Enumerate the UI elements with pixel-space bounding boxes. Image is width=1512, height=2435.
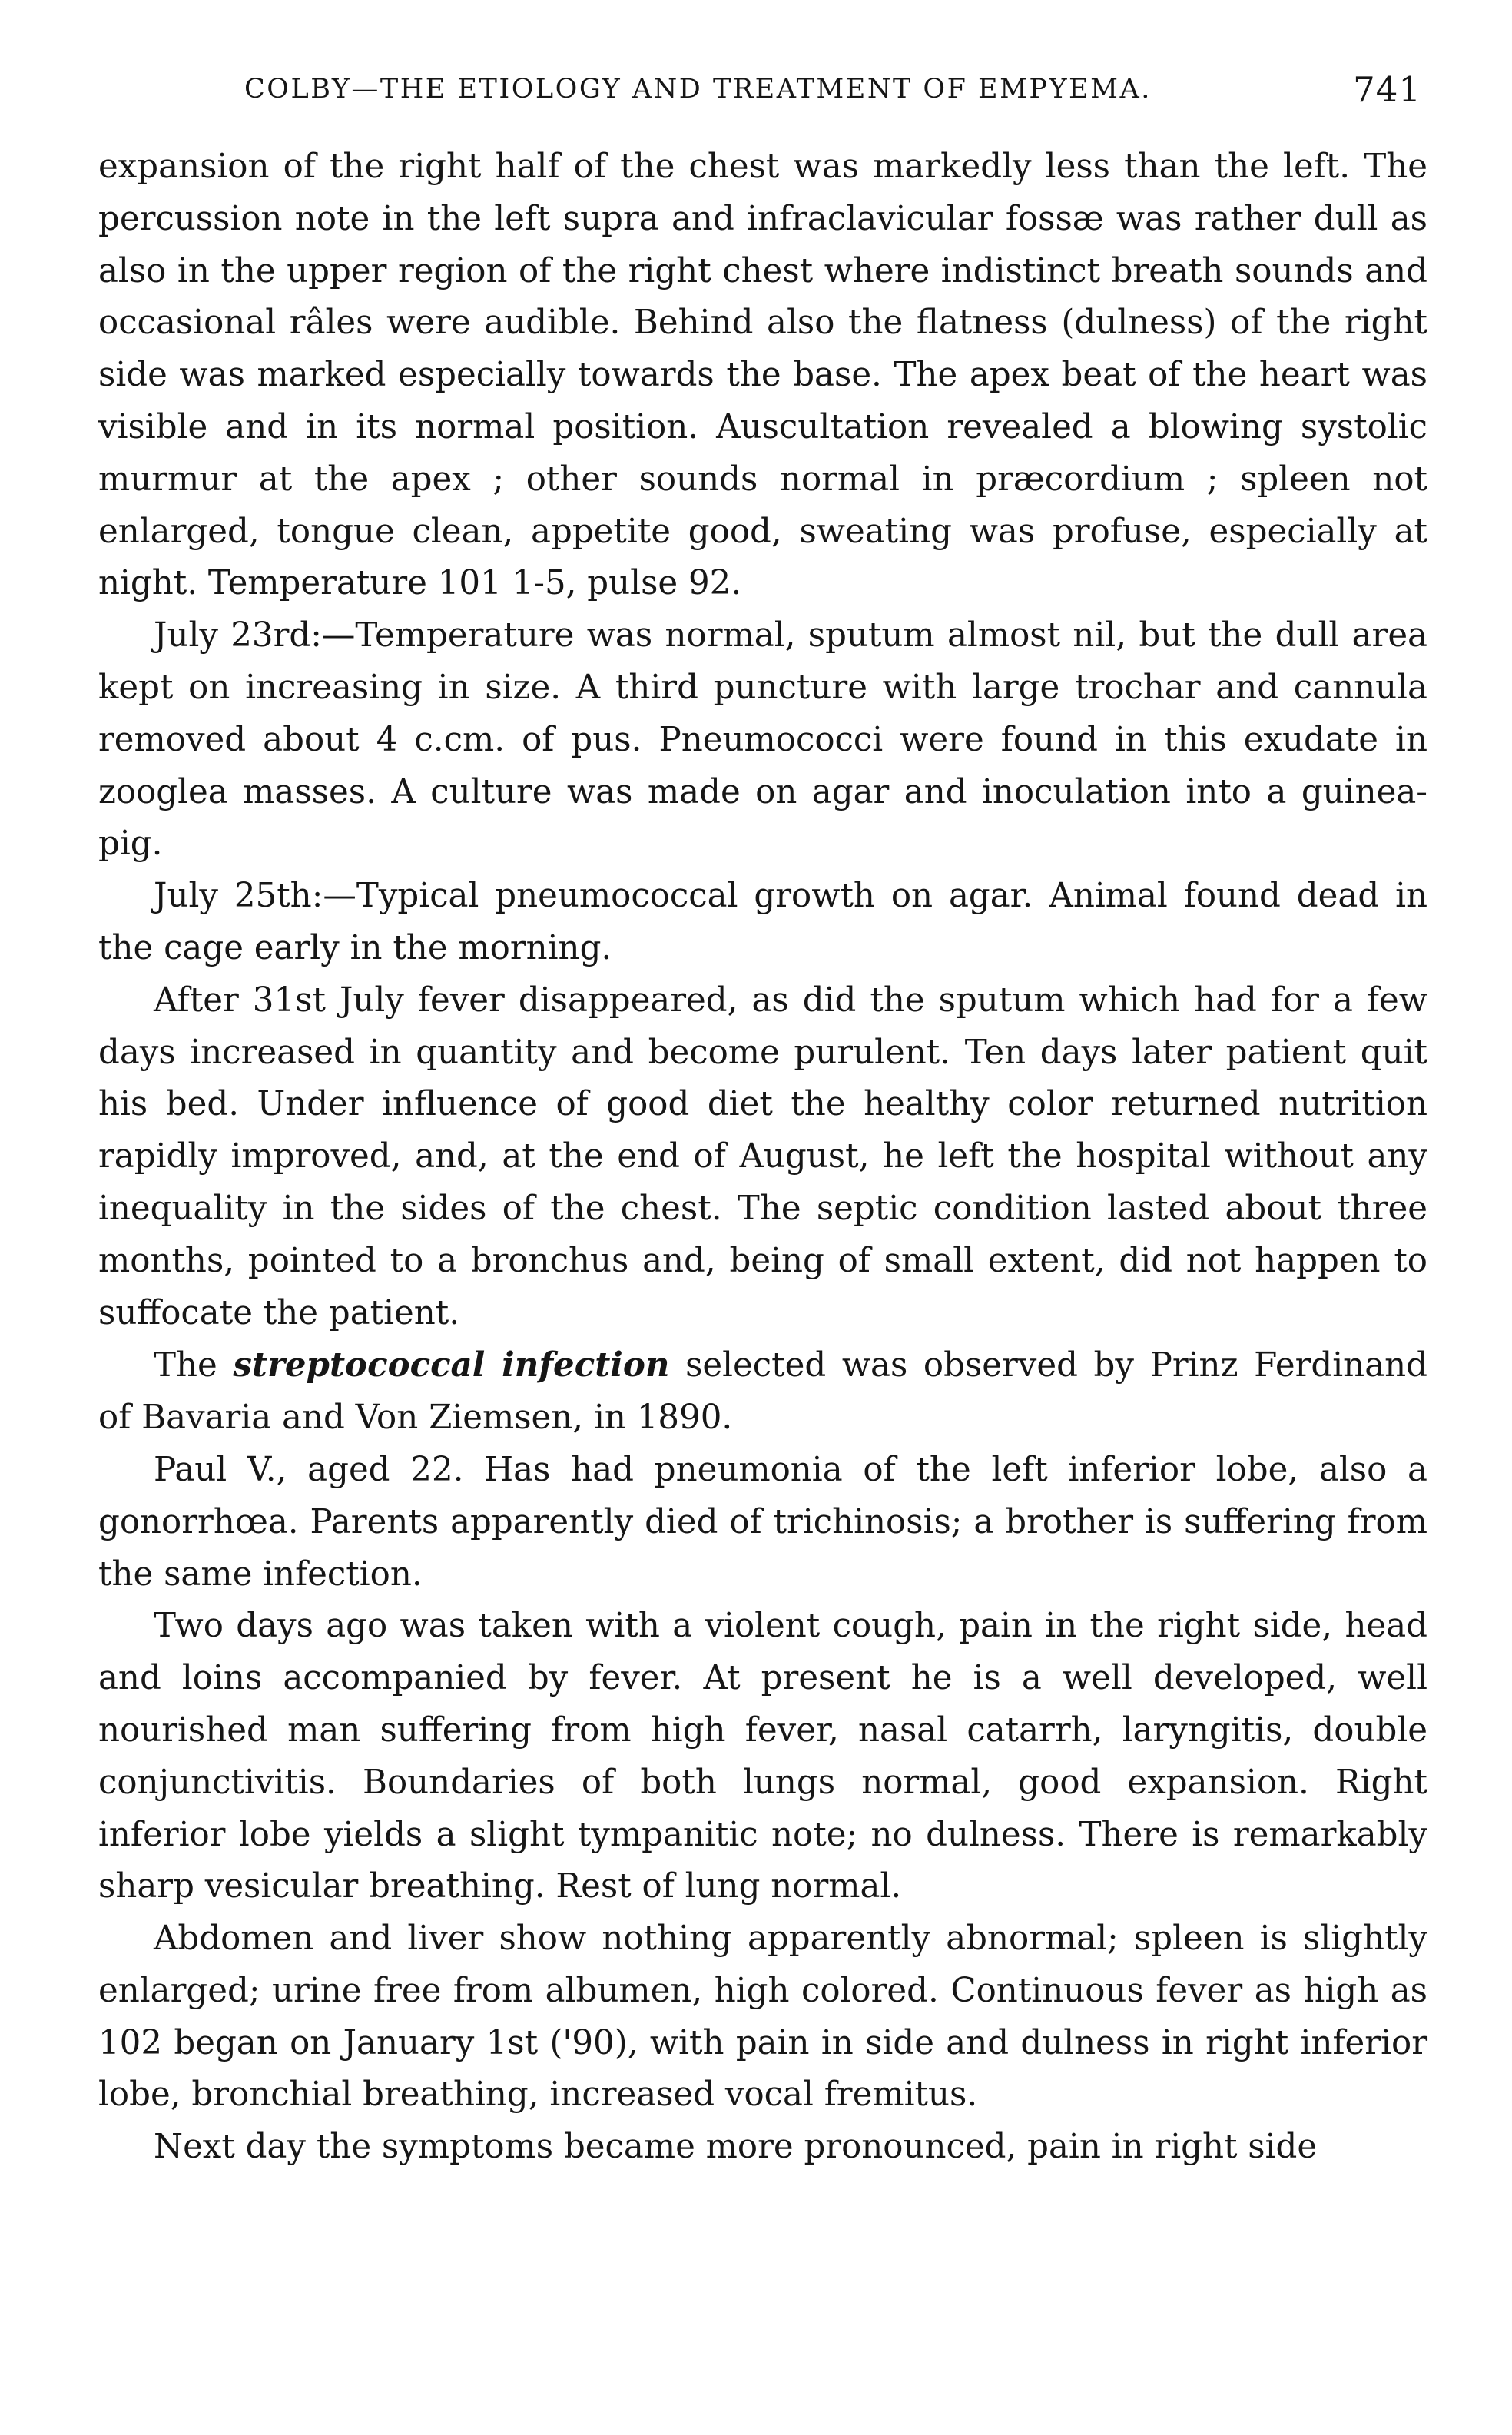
paragraph-9: Next day the symptoms became more pronounced, pain in right side — [154, 2128, 1318, 2167]
paragraph-2: July 23rd:—Temperature was normal, sputum almost nil, but the dull area kept on increasing in size. A third puncture with large trochar and cannula removed about 4 c.cm. of pus. Pneumococci were found in this exudate in zooglea masses. A culture was made on agar and inoculation into a guinea-pig. — [98, 616, 1427, 864]
paragraph-7: Two days ago was taken with a violent cough, pain in the right side, head and loins accompanied by fever. At present he is a well developed, well nourished man suffering from high fever, nasal catarrh, laryngitis, double conjunctivitis. Boundaries of both lungs normal, good expansion. Right inferior lobe yields a slight tympanitic note; no dulness. There is remarkably sharp vesicular breathing. Rest of lung normal. — [98, 1607, 1427, 1906]
paragraph-8: Abdomen and liver show nothing apparently abnormal; spleen is slightly enlarged; urine free from albumen, high colored. Continuous fever as high as 102 began on January 1st ('90), with pain in side and dulness in right inferior lobe, bronchial breathing, increased vocal fremitus. — [98, 1919, 1427, 2115]
running-head — [98, 68, 1427, 121]
paragraph-5-lead: The — [154, 1346, 234, 1385]
page-number: 741 — [1353, 69, 1421, 110]
book-page — [98, 68, 1427, 2174]
paragraph-5 — [98, 1339, 1427, 1445]
paragraph-4: After 31st July fever disappeared, as did the sputum which had for a few days increased in quantity and become purulent. Ten days later patient quit his bed. Under influence of good diet the healthy color returned nutrition rapidly improved, and, at the end of August, he left the hospital without any inequality in the sides of the chest. The septic condition lasted about three months, pointed to a bronchus and, being of small extent, did not happen to suffocate the patient. — [98, 980, 1427, 1332]
paragraph-6: Paul V., aged 22. Has had pneumonia of the left inferior lobe, also a gonorrhœa. Parents apparently died of trichinosis; a brother is suffering from the same infection. — [98, 1450, 1427, 1594]
paragraph-5-rest: selected was observed by Prinz Ferdinand of Bavaria and Von Ziemsen, in 1890. — [98, 1346, 1427, 1438]
running-title: COLBY—THE ETIOLOGY AND TREATMENT OF EMPYEMA. — [244, 74, 1152, 104]
body-text — [98, 141, 1427, 2174]
emphasis-streptococcal-infection: streptococcal infection — [233, 1345, 670, 1385]
paragraph-3: July 25th:—Typical pneumococcal growth on agar. Animal found dead in the cage early in the morning. — [98, 877, 1427, 967]
paragraph-1: expansion of the right half of the chest was markedly less than the left. The percussion note in the left supra and infraclavicular fossæ was rather dull as also in the upper region of the right chest where indistinct breath sounds and occasional râles were audible. Behind also the flatness (dulness) of the right side was marked especially towards the base. The apex beat of the heart was visible and in its normal position. Auscultation revealed a blowing systolic murmur at the apex ; other sounds normal in præcordium ; spleen not enlarged, tongue clean, appetite good, sweating was profuse, especially at night. Temperature 101 1-5, pulse 92. — [98, 148, 1427, 603]
